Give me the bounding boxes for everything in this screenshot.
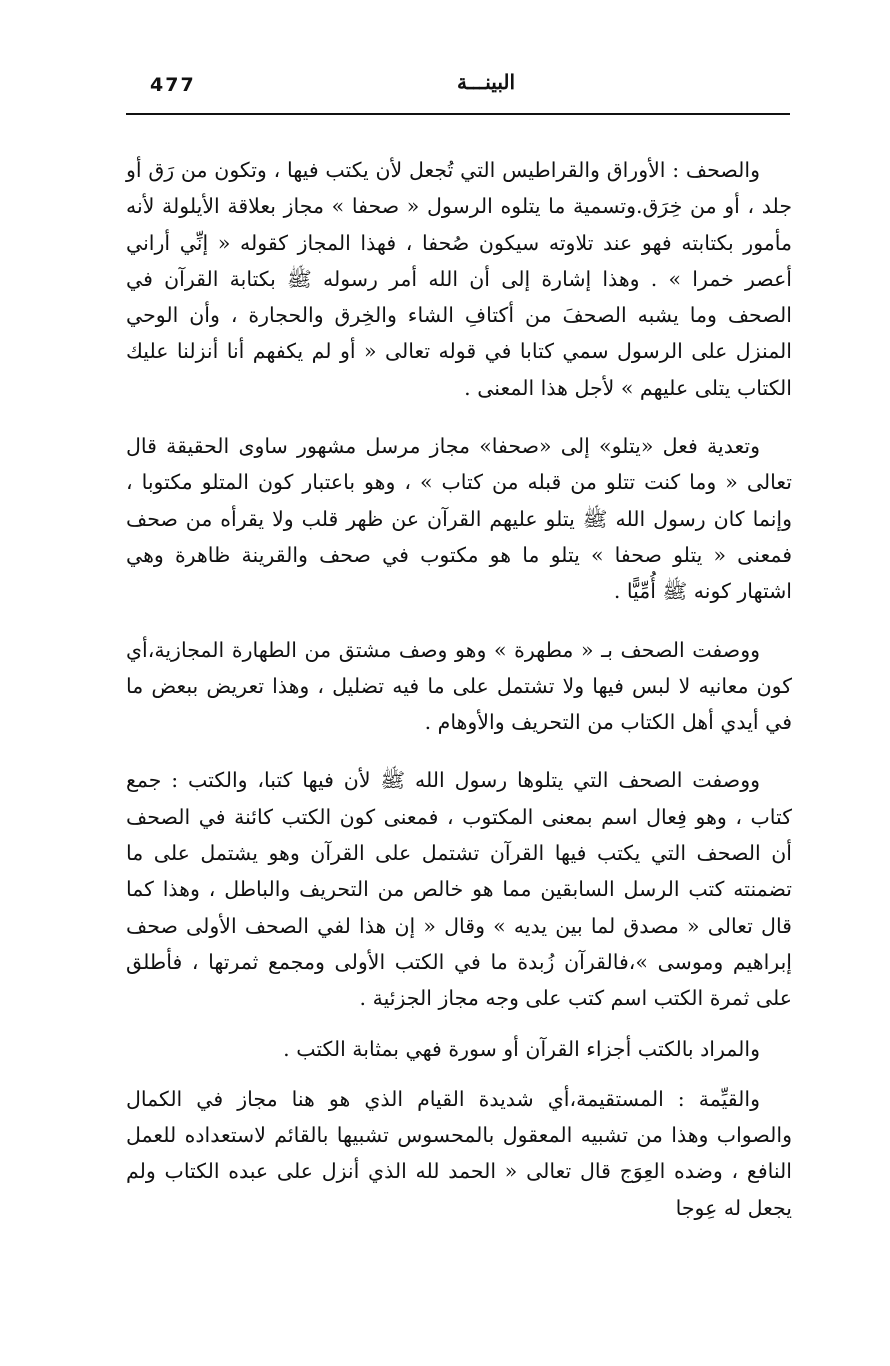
paragraph-text: ووصفت الصحف التي يتلوها رسول الله ﷺ لأن فيها كتبا، والكتب : جمع كتاب ، وهو فِعال اسم بمعنى المكتوب ، فمعنى كون الكتب كائنة في الصحف أن الصحف التي يكتب فيها القرآن تشتمل على القرآن وهو يشتمل على ما تضمنته كتب الرسل السابقين مما هو خالص من التحريف والباطل ، وهذا كما قال تعالى « مصدق لما بين يديه » وقال « إن هذا لفي الصحف الأولى صحف إبراهيم وموسى »،فالقرآن زُبدة ما في الكتب الأولى ومجمع ثمرتها ، فأطلق على ثمرة الكتب اسم كتب على وجه مجاز الجزئية . <box>126 768 792 1011</box>
paragraph-text: ووصفت الصحف بـ « مطهرة » وهو وصف مشتق من الطهارة المجازية،أي كون معانيه لا لبس فيها ولا تشتمل على ما فيه تضليل ، وهذا تعريض ببعض ما في أيدي أهل الكتاب من التحريف والأوهام . <box>126 637 792 735</box>
paragraph-text: والصحف : الأوراق والقراطيس التي تُجعل لأن يكتب فيها ، وتكون من رَق أو جلد ، أو من خِرَق.وتسمية ما يتلوه الرسول « صحفا » مجاز بعلاقة الأيلولة لأنه مأمور بكتابته فهو عند تلاوته سيكون صُحفا ، فهذا المجاز كقوله « إنِّي أراني أعصر خمرا » . وهذا إشارة إلى أن الله أمر رسوله ﷺ بكتابة القرآن في الصحف وما يشبه الصحفَ من أكتافِ الشاء والخِرق والحجارة ، وأن الوحي المنزل على الرسول سمي كتابا في قوله تعالى « أو لم يكفهم أنا أنزلنا عليك الكتاب يتلى عليهم » لأجل هذا المعنى . <box>126 158 792 400</box>
page-number: 477 <box>150 74 196 96</box>
header-divider <box>126 113 790 115</box>
paragraph-kutub <box>126 762 792 1016</box>
paragraph-text: والمراد بالكتب أجزاء القرآن أو سورة فهي بمثابة الكتب . <box>283 1036 760 1061</box>
running-title: البينـــة <box>456 70 516 94</box>
paragraph-suhuf-definition <box>126 152 792 406</box>
paragraph-text: وتعدية فعل «يتلو» إلى «صحفا» مجاز مرسل مشهور ساوى الحقيقة قال تعالى « وما كنت تتلو من قبله من كتاب » ، وهو باعتبار كون المتلو مكتوبا ، وإنما كان رسول الله ﷺ يتلو عليهم القرآن عن ظهر قلب ولا يقرأه من صحف فمعنى « يتلو صحفا » يتلو ما هو مكتوب في صحف والقرينة ظاهرة وهي اشتهار كونه ﷺ أُمِّيًّا . <box>126 434 792 604</box>
paragraph-yatlu-transitivity <box>126 428 792 609</box>
page-header <box>126 70 790 110</box>
paragraph-qayyima <box>126 1081 792 1226</box>
paragraph-text: والقيِّمة : المستقيمة،أي شديدة القيام الذي هو هنا مجاز في الكمال والصواب وهذا من تشبيه المعقول بالمحسوس تشبيها بالقائم لاستعداده للعمل النافع ، وضده العِوَج قال تعالى « الحمد لله الذي أنزل على عبده الكتاب ولم يجعل له عِوجا <box>126 1086 792 1220</box>
paragraph-mutahhara <box>126 632 792 741</box>
body-text <box>126 152 792 1226</box>
paragraph-kutub-meaning <box>126 1031 792 1067</box>
